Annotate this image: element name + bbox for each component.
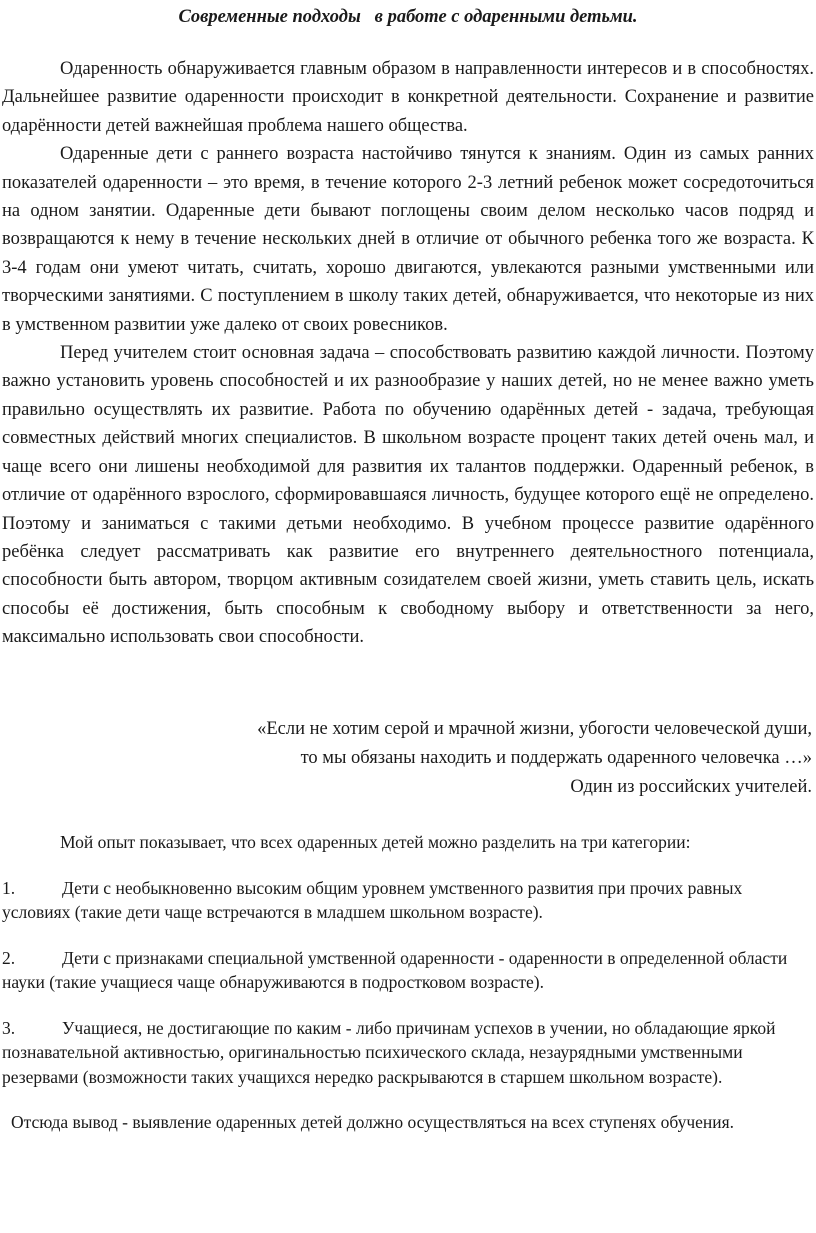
list-item-number: 2. [2, 947, 16, 968]
categories-section [2, 830, 814, 1135]
conclusion: Отсюда вывод - выявление одаренных детей должно осуществляться на всех ступенях обучения. [11, 1112, 735, 1132]
document-title: Современные подходы в работе с одаренными детьми. [178, 7, 638, 27]
list-item-number: 1. [2, 877, 16, 898]
epigraph-quote [52, 715, 812, 802]
list-item-number: 3. [2, 1017, 16, 1038]
list-item [2, 876, 814, 925]
quote-author: Один из российских учителей. [570, 777, 812, 797]
quote-line: «Если не хотим серой и мрачной жизни, убогости человеческой души, [257, 719, 812, 739]
list-item-text: Дети с признаками специальной умственной одаренности - одаренности в определенной области науки (такие учащиеся чаще обнаруживаются в подростковом возрасте). [2, 947, 788, 992]
paragraph: Перед учителем стоит основная задача – способствовать развитию каждой личности. Поэтому важно установить уровень способностей и их разнообразие у наших детей, но не менее важно уметь правильно осуществлять их развитие. Работа по обучению одарённых детей - задача, требующая совместных действий многих специалистов. В школьном возрасте процент таких детей очень мал, и чаще всего они лишены необходимой для развития их талантов поддержки. Одаренный ребенок, в отличие от одарённого взрослого, сформировавшаяся личность, будущее которого ещё не определено. Поэтому и заниматься с такими детьми необходимо. В учебном процессе развитие одарённого ребёнка следует рассматривать как развитие его внутреннего деятельностного потенциала, способности быть автором, творцом активным созидателем своей жизни, уметь ставить цель, искать способы её достижения, быть способным к свободному выбору и ответственности за него, максимально использовать свои способности. [2, 343, 814, 648]
intro-section [2, 55, 814, 652]
paragraph: Одаренные дети с раннего возраста настойчиво тянутся к знаниям. Один из самых ранних показателей одаренности – это время, в течение которого 2-3 летний ребенок может сосредоточиться на одном занятии. Одаренные дети бывают поглощены своим делом несколько часов подряд и возвращаются к нему в течение нескольких дней в отличие от обычного ребенка того же возраста. К 3-4 годам они умеют читать, считать, хорошо двигаются, увлекаются разными умственными или творческими занятиями. С поступлением в школу таких детей, обнаруживается, что некоторые из них в умственном развитии уже далеко от своих ровесников. [2, 144, 814, 335]
list-item-text: Учащиеся, не достигающие по каким - либо причинам успехов в учении, но обладающие яркой познавательной активностью, оригинальностью психического склада, незаурядными умственными резервами (возможности таких учащихся нередко раскрываются в старшем школьном возрасте). [2, 1017, 776, 1087]
quote-line: то мы обязаны находить и поддержать одаренного человечка …» [300, 748, 812, 768]
list-item [2, 946, 814, 995]
categories-intro: Мой опыт показывает, что всех одаренных детей можно разделить на три категории: [60, 832, 691, 852]
paragraph: Одаренность обнаруживается главным образом в направленности интересов и в способностях. Дальнейшее развитие одаренности происходит в конкретной деятельности. Сохранение и развитие одарённости детей важнейшая проблема нашего общества. [2, 59, 814, 136]
list-item [2, 1016, 814, 1090]
list-item-text: Дети с необыкновенно высоким общим уровнем умственного развития при прочих равных условиях (такие дети чаще встречаются в младшем школьном возрасте). [2, 877, 743, 922]
